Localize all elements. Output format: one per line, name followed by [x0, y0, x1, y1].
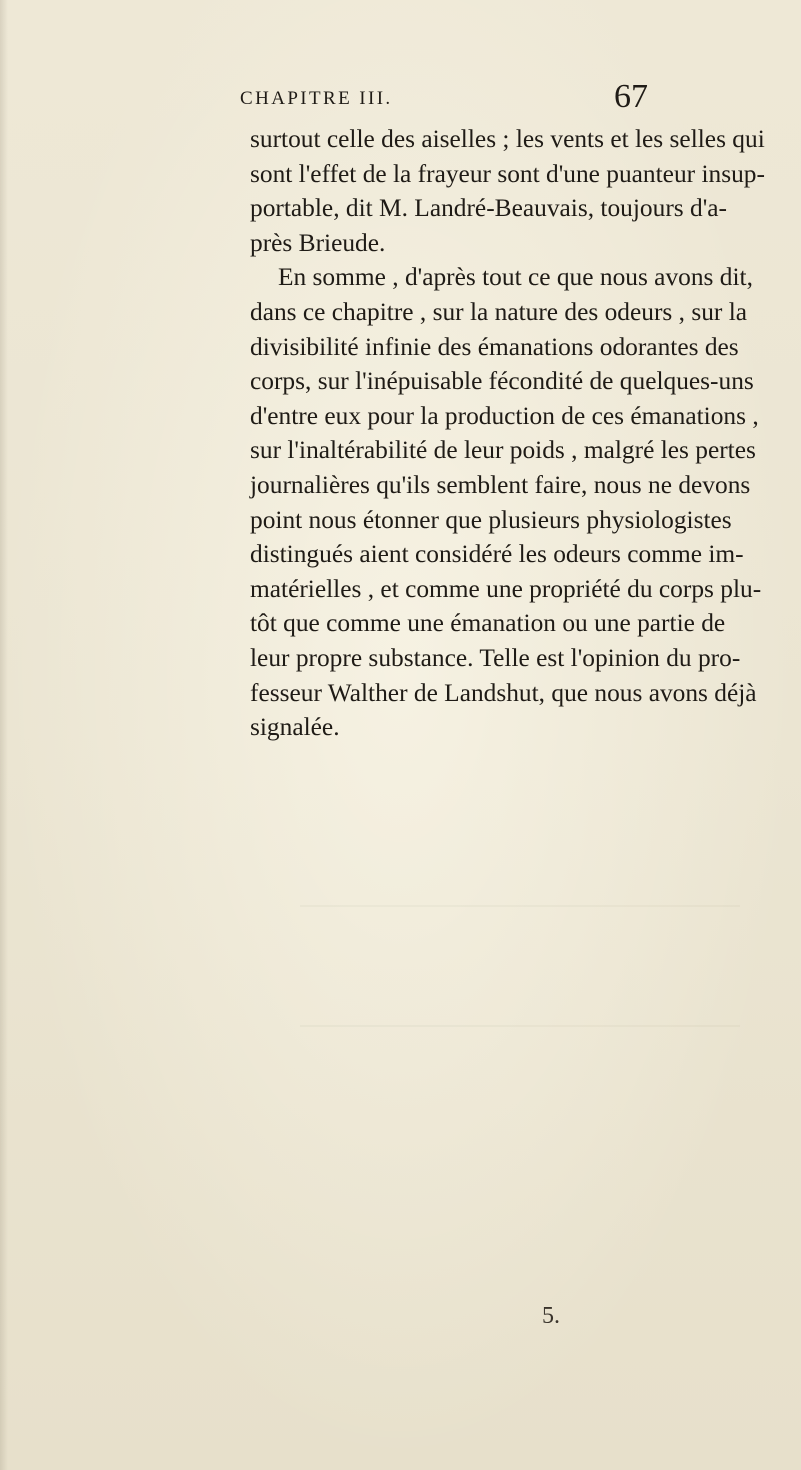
text-line: dans ce chapitre , sur la nature des odeurs , sur la: [250, 297, 748, 326]
text-line: point nous étonner que plusieurs physiologistes: [250, 505, 732, 534]
text-line: surtout celle des aiselles ; les vents et les selles qui: [250, 125, 765, 153]
running-head: [0, 78, 801, 116]
body-text: [250, 122, 765, 745]
chapter-title: CHAPITRE III.: [240, 88, 393, 109]
text-line: signalée.: [250, 713, 340, 742]
text-line: En somme , d'après tout ce que nous avons dit,: [278, 263, 753, 292]
show-through-mark: [300, 1025, 740, 1027]
text-line: leur propre substance. Telle est l'opinion du pro-: [250, 643, 741, 672]
text-line: sur l'inaltérabilité de leur poids , malgré les pertes: [250, 436, 756, 465]
text-line: distingués aient considéré les odeurs comme im-: [250, 540, 744, 569]
text-line: corps, sur l'inépuisable fécondité de quelques-uns: [250, 367, 754, 396]
text-line: portable, dit M. Landré-Beauvais, toujours d'a-: [250, 194, 727, 223]
text-line: près Brieude.: [250, 228, 386, 257]
text-line: sont l'effet de la frayeur sont d'une puanteur insup-: [250, 159, 765, 188]
page-edge-shadow: [0, 0, 8, 1470]
text-line: d'entre eux pour la production de ces émanations ,: [250, 401, 759, 430]
text-line: matérielles , et comme une propriété du corps plu-: [250, 574, 762, 603]
text-line: tôt que comme une émanation ou une partie de: [250, 609, 726, 638]
page-number: 67: [614, 78, 648, 115]
signature-mark: 5.: [542, 1303, 560, 1329]
show-through-mark: [300, 905, 740, 907]
text-line: journalières qu'ils semblent faire, nous ne devons: [250, 470, 751, 499]
text-line: fesseur Walther de Landshut, que nous avons déjà: [250, 678, 757, 707]
text-line: divisibilité infinie des émanations odorantes des: [250, 332, 739, 361]
